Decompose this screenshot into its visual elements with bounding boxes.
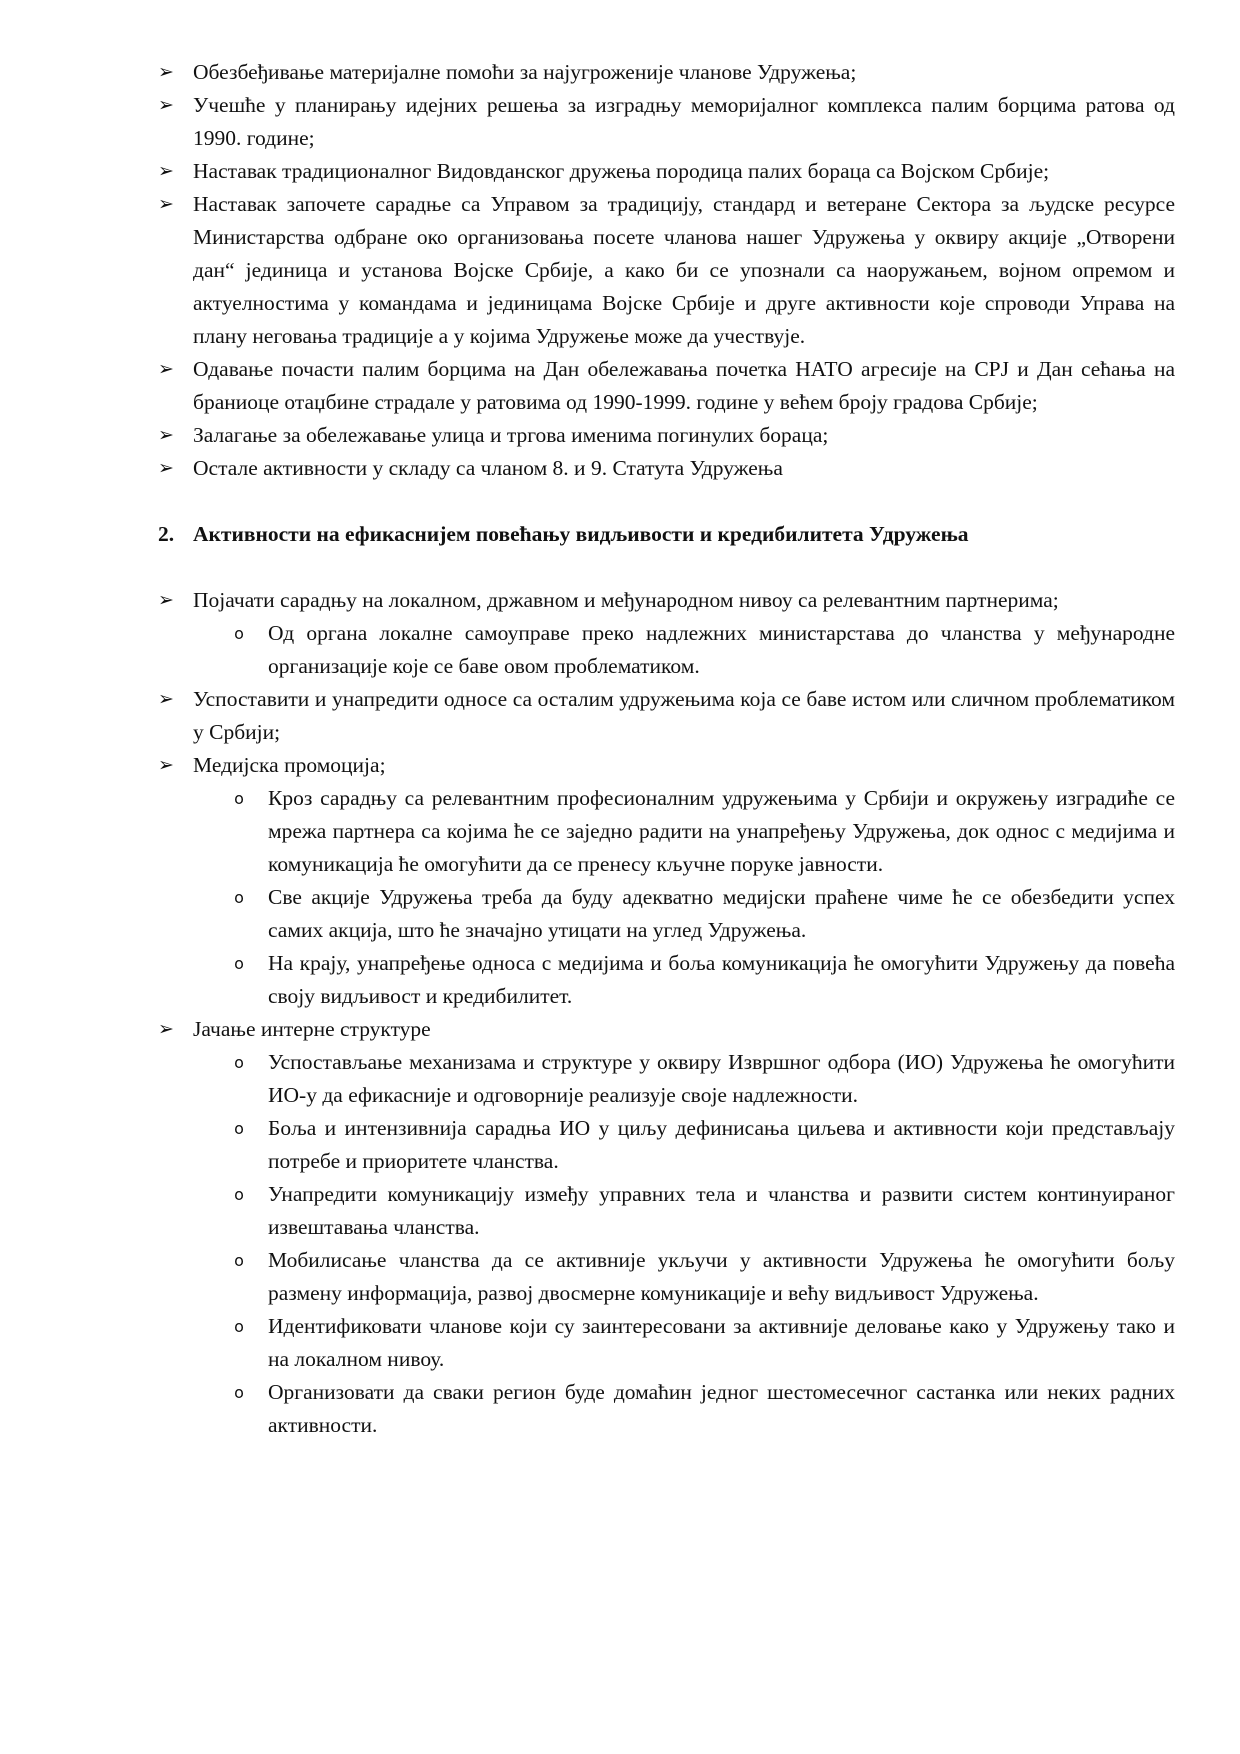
arrow-bullet-icon: ➢ <box>158 589 174 611</box>
list-item <box>158 89 1175 155</box>
arrow-bullet-icon: ➢ <box>158 1018 174 1040</box>
sub-list-item <box>234 881 1175 947</box>
list-item-text: Јачање интерне структуре <box>193 1017 431 1041</box>
sub-list-item <box>234 1046 1175 1112</box>
arrow-bullet-icon: ➢ <box>158 94 174 116</box>
arrow-bullet-icon: ➢ <box>158 193 174 215</box>
circle-bullet-icon: o <box>234 1185 244 1204</box>
sub-list-item-text: На крају, унапређење односа с медијима и боља комуникација ће омогућити Удружењу да повећа своју видљивост и кредибилитет. <box>268 951 1175 1008</box>
section-number: 2. <box>158 522 175 546</box>
circle-bullet-icon: o <box>234 1053 244 1072</box>
section-heading <box>158 518 1175 551</box>
list-item-text: Успоставити и унапредити односе са осталим удружењима која се баве истом или сличном проблематиком у Србији; <box>193 687 1175 744</box>
list-item-text: Одавање почасти палим борцима на Дан обележавања почетка НАТО агресије на СРЈ и Дан сећања на браниоце отаџбине страдале у ратовима од 1990-1999. године у већем броју градова Србије; <box>193 357 1175 414</box>
list-item-text: Учешће у планирању идејних решења за изградњу меморијалног комплекса палим борцима ратова од 1990. године; <box>193 93 1175 150</box>
list-item-text: Медијска промоција; <box>193 753 386 777</box>
section-title: Активности на ефикаснијем повећању видљивости и кредибилитета Удружења <box>193 522 969 546</box>
sub-list-item <box>234 1376 1175 1442</box>
sub-list-item-text: Организовати да сваки регион буде домаћин једног шестомесечног састанка или неких радних активности. <box>268 1380 1175 1437</box>
arrow-bullet-icon: ➢ <box>158 358 174 380</box>
list-item <box>158 419 1175 452</box>
list-item-text: Наставак традиционалног Видовданског дружења породица палих бораца са Војском Србије; <box>193 159 1050 183</box>
circle-bullet-icon: o <box>234 1251 244 1270</box>
circle-bullet-icon: o <box>234 1119 244 1138</box>
arrow-bullet-icon: ➢ <box>158 754 174 776</box>
sub-list-item-text: Идентификовати чланове који су заинтересовани за активније деловање како у Удружењу тако и на локалном нивоу. <box>268 1314 1175 1371</box>
arrow-bullet-icon: ➢ <box>158 424 174 446</box>
sub-list-item-text: Кроз сарадњу са релевантним професионалним удружењима у Србији и окружењу изградиће се мрежа партнера са којима ће се заједно радити на унапређењу Удружења, док однос с медијима и комуникација ће омогућити да се пренесу кључне поруке јавности. <box>268 786 1175 876</box>
sub-list-item <box>234 1244 1175 1310</box>
sub-list-item-text: Успостављање механизама и структуре у оквиру Извршног одбора (ИО) Удружења ће омогућити ИО-у да ефикасније и одговорније реализује своје надлежности. <box>268 1050 1175 1107</box>
list-item <box>158 749 1175 782</box>
list-item <box>158 56 1175 89</box>
sub-list-item-text: Боља и интензивнија сарадња ИО у циљу дефинисања циљева и активности који представљају потребе и приоритете чланства. <box>268 1116 1175 1173</box>
list-item <box>158 683 1175 749</box>
arrow-bullet-icon: ➢ <box>158 688 174 710</box>
list-item <box>158 584 1175 617</box>
list-item-text: Наставак започете сарадње са Управом за традицију, стандард и ветеране Сектора за људске ресурсе Министарства одбране око организовања посете чланова нашег Удружења у оквиру акције „Отворени дан“ јединица и установа Војске Србије, а како би се упознали са наоружањем, војном опремом и актуелностима у командама и јединицама Војске Србије и друге активности које спроводи Управа на плану неговања традиције а у којима Удружење може да учествује. <box>193 192 1175 348</box>
arrow-bullet-icon: ➢ <box>158 160 174 182</box>
list-item-text: Обезбеђивање материјалне помоћи за најугроженије чланове Удружења; <box>193 60 857 84</box>
arrow-bullet-icon: ➢ <box>158 457 174 479</box>
list-item-text: Остале активности у складу са чланом 8. и 9. Статута Удружења <box>193 456 783 480</box>
list-item <box>158 452 1175 485</box>
sub-list-item-text: Од органа локалне самоуправе преко надлежних министарстава до чланства у међународне организације које се баве овом проблематиком. <box>268 621 1175 678</box>
sub-list-item <box>234 947 1175 1013</box>
circle-bullet-icon: o <box>234 1383 244 1402</box>
circle-bullet-icon: o <box>234 954 244 973</box>
circle-bullet-icon: o <box>234 624 244 643</box>
sub-list-item <box>234 617 1175 683</box>
arrow-bullet-icon: ➢ <box>158 61 174 83</box>
circle-bullet-icon: o <box>234 888 244 907</box>
circle-bullet-icon: o <box>234 789 244 808</box>
sub-list-item-text: Мобилисање чланства да се активније укључи у активности Удружења ће омогућити бољу размену информација, развој двосмерне комуникације и већу видљивост Удружења. <box>268 1248 1175 1305</box>
sub-list-item-text: Унапредити комуникацију између управних тела и чланства и развити систем континуираног извештавања чланства. <box>268 1182 1175 1239</box>
sub-list-item <box>234 1112 1175 1178</box>
list-item <box>158 188 1175 353</box>
document-content <box>158 56 1175 1442</box>
list-item <box>158 1013 1175 1046</box>
circle-bullet-icon: o <box>234 1317 244 1336</box>
sub-list-item <box>234 782 1175 881</box>
sub-list-item <box>234 1310 1175 1376</box>
list-item-text: Залагање за обележавање улица и тргова именима погинулих бораца; <box>193 423 829 447</box>
list-item-text: Појачати сарадњу на локалном, државном и међународном нивоу са релевантним партнерима; <box>193 588 1059 612</box>
sub-list-item-text: Све акције Удружења треба да буду адекватно медијски праћене чиме ће се обезбедити успех самих акција, што ће значајно утицати на углед Удружења. <box>268 885 1175 942</box>
list-item <box>158 155 1175 188</box>
list-item <box>158 353 1175 419</box>
sub-list-item <box>234 1178 1175 1244</box>
